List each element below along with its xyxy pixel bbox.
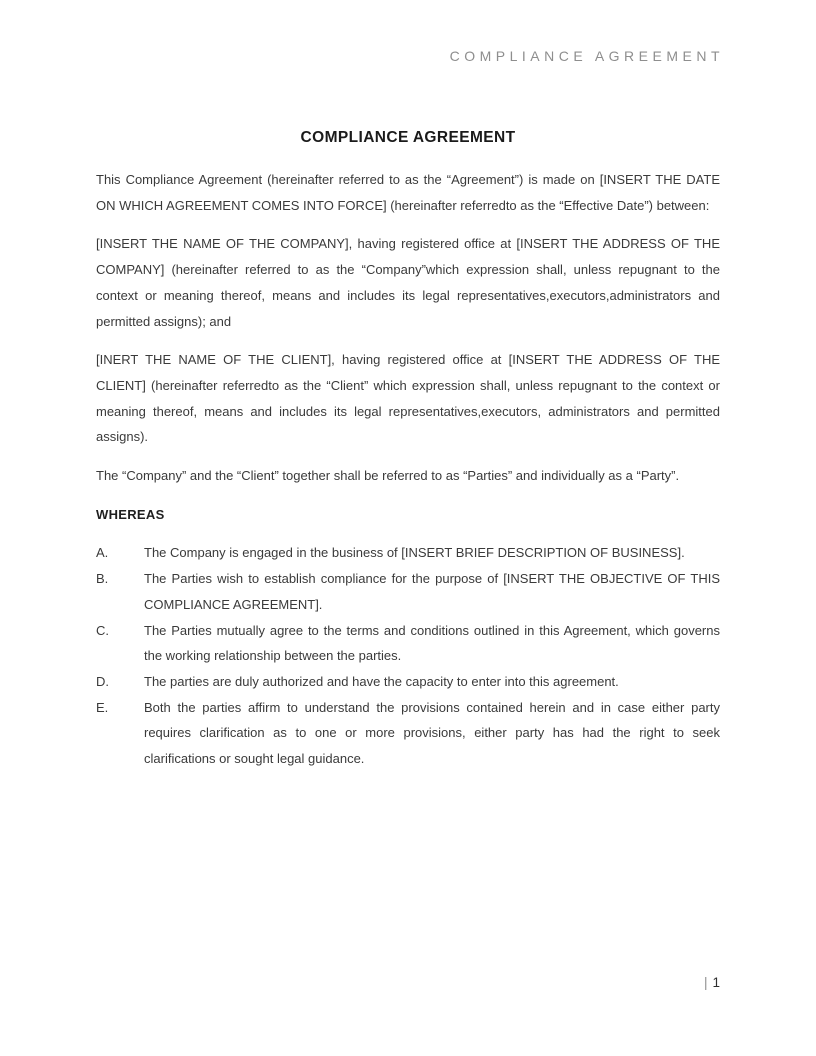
- footer-separator: |: [703, 975, 708, 990]
- paragraph-intro: This Compliance Agreement (hereinafter referred to as the “Agreement”) is made on [INSERT THE DATE ON WHICH AGREEMENT COMES INTO FORCE] (hereinafter referredto as the “Effective Date”) between:: [96, 172, 720, 213]
- list-item-letter: C.: [96, 622, 109, 638]
- list-item-letter: A.: [96, 545, 109, 561]
- list-item-text: The Company is engaged in the business of [INSERT BRIEF DESCRIPTION OF BUSINESS].: [144, 545, 685, 561]
- list-item-text: The Parties wish to establish compliance for the purpose of [INSERT THE OBJECTIVE OF THIS COMPLIANCE AGREEMENT].: [144, 571, 720, 612]
- list-item: [96, 540, 720, 566]
- paragraph-parties: The “Company” and the “Client” together shall be referred to as “Parties” and individually as a “Party”.: [96, 468, 680, 484]
- list-item: [96, 566, 720, 617]
- list-item-letter: E.: [96, 699, 109, 715]
- whereas-heading: WHEREAS: [96, 506, 165, 522]
- paragraph-client: [INERT THE NAME OF THE CLIENT], having registered office at [INSERT THE ADDRESS OF THE CLIENT] (hereinafter referredto as the “Client” which expression shall, unless repugnant to the context or meaning thereof, means and includes its legal representatives,executors, administrators and permitted assigns).: [96, 352, 720, 445]
- list-item: [96, 695, 720, 772]
- list-item: [96, 618, 720, 669]
- list-item-text: Both the parties affirm to understand the provisions contained herein and in case either party requires clarification as to one or more provisions, either party has had the right to seek clarifications or sought legal guidance.: [144, 699, 720, 767]
- list-item-letter: B.: [96, 571, 109, 587]
- whereas-list: [96, 540, 720, 771]
- document-title: COMPLIANCE AGREEMENT: [300, 129, 516, 146]
- footer-page-number: 1: [712, 975, 720, 990]
- running-header: COMPLIANCE AGREEMENT: [449, 48, 724, 64]
- list-item: [96, 669, 720, 695]
- paragraph-company: [INSERT THE NAME OF THE COMPANY], having registered office at [INSERT THE ADDRESS OF THE COMPANY] (hereinafter referred to as the “Company”which expression shall, unless repugnant to the context or meaning thereof, means and includes its legal representatives,executors,administrators and permitted assigns); and: [96, 236, 720, 329]
- document-body: [96, 167, 720, 772]
- list-item-text: The parties are duly authorized and have the capacity to enter into this agreement.: [144, 673, 619, 689]
- list-item-text: The Parties mutually agree to the terms and conditions outlined in this Agreement, which governs the working relationship between the parties.: [144, 622, 720, 664]
- page-footer: [704, 970, 720, 996]
- list-item-letter: D.: [96, 673, 109, 689]
